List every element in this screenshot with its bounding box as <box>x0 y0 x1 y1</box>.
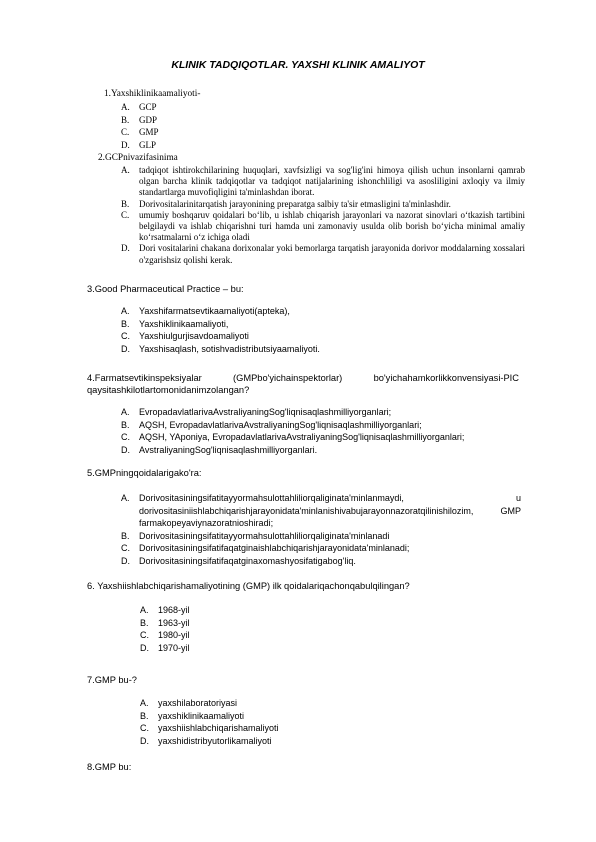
question-text: Yaxshiklinikaamaliyoti- <box>110 89 201 99</box>
question-text: Yaxshiishlabchiqarishamaliyotining (GMP) ilk qoidalariqachonqabulqilingan? <box>97 581 410 591</box>
question-number: 6. <box>87 581 95 591</box>
question-6-options <box>140 604 340 654</box>
option-d: D. 1970-yil <box>140 642 190 653</box>
question-5 <box>87 467 201 479</box>
question-number: 5. <box>87 468 95 478</box>
option-a: A. yaxshilaboratoriyasi <box>140 698 238 708</box>
option-c: C. GMP <box>121 127 159 138</box>
question-text: GMP bu-? <box>94 675 137 685</box>
question-1 <box>104 88 200 100</box>
option-a: A. Dorivositasiningsifatitayyormahsulottahliliorqaliginata'minlanmaydi, u dorivositasiniishlabchiqarishjarayonidata'minlanishivabujarayonnazoratqilinishilozim, GMP farmakopeyaviynazoratnioshiradi; <box>121 493 521 529</box>
option-b: B. Dorivositalarinitarqatish jarayonining preparatga salbiy ta'sir etmasligini ta'minlashdir. <box>121 198 451 209</box>
option-d: D. AvstraliyaningSog'liqnisaqlashmilliyorganlari. <box>121 444 318 455</box>
question-text: Good Pharmaceutical Practice – bu: <box>94 284 244 294</box>
question-number: 3. <box>87 284 95 294</box>
question-7 <box>87 674 137 686</box>
option-b: B. Dorivositasiningsifatitayyormahsulottahliliorqaliginata'minlanadi <box>121 530 390 541</box>
option-d: D. Yaxshisaqlash, sotishvadistributsiyaamaliyoti. <box>121 343 320 354</box>
question-text-part-1: Farmatsevtikinspeksiyalar <box>94 373 202 383</box>
question-4-options <box>121 406 525 456</box>
question-text-line-2: qaysitashkilotlartomonidanimzolangan? <box>87 385 250 395</box>
option-a: A. Yaxshifarmatsevtikaamaliyoti(apteka), <box>121 306 290 316</box>
option-c: C. umumiy boshqaruv qoidalari boʻlib, u ishlab chiqarish jarayonlari va nazorat sinovlari oʻtkazish tartibini belgilaydi va ishlab chiqarishni turi hamda uni zamonaviy usulda olib borish boʻyicha minimal amaliy koʻrsatmalarni oʻz ichiga oladi <box>121 209 525 243</box>
option-c: C. Dorivositasiningsifatifaqatginaishlabchiqarishjarayonidata'minlanadi; <box>121 543 410 554</box>
option-b: B. 1963-yil <box>140 617 190 628</box>
question-text: GMP bu: <box>94 762 132 772</box>
option-d: D. Dori vositalarini chakana dorixonalar yoki bemorlarga tarqatish jarayonida dorivor moddalarning xossalari o'zgarishsiz qolishi kerak. <box>121 243 525 265</box>
question-text: GMPningqoidalarigako'ra: <box>94 468 202 478</box>
question-text-part-2: (GMPbo'yichainspektorlar) <box>233 373 343 383</box>
question-1-options <box>121 101 501 151</box>
option-b: B. AQSH, EvropadavlatlarivaAvstraliyaningSog'liqnisaqlashmilliyorganlari; <box>121 419 422 430</box>
question-4 <box>87 372 519 396</box>
option-d: D. yaxshidistribyutorlikamaliyoti <box>140 735 272 746</box>
question-3 <box>87 283 244 295</box>
question-6 <box>87 580 410 592</box>
question-7-options <box>140 697 390 747</box>
option-a: A. tadqiqot ishtirokchilarining huquqlari, xavfsizligi va sog'lig'ini himoya qilish uchun insonlarni qamrab olgan barcha klinik tadqiqotlar va tadqiqot natijalarining ishonchliligi va asosliligini axloqiy va ilmiy standartlarga muvofiqligini ta'minlashdan iborat. <box>121 165 525 198</box>
option-c: C. yaxshiishlabchiqarishamaliyoti <box>140 723 279 734</box>
question-2 <box>98 152 178 164</box>
option-d: D. Dorivositasiningsifatifaqatginaxomashyosifatigabog'liq. <box>121 555 356 566</box>
question-text: GCPnivazifasinima <box>104 153 178 163</box>
option-c: C. 1980-yil <box>140 630 190 641</box>
option-c: C. AQSH, YAponiya, EvropadavlatlarivaAvstraliyaningSog'liqnisaqlashmilliyorganlari; <box>121 432 465 443</box>
question-number: 1. <box>104 89 111 99</box>
question-number: 2. <box>98 153 105 163</box>
option-c: C. Yaxshiulgurjisavdoamaliyoti <box>121 331 249 342</box>
question-number: 7. <box>87 675 95 685</box>
page-title: KLINIK TADQIQOTLAR. YAXSHI KLINIK AMALIYOT <box>171 59 425 71</box>
option-a: A. EvropadavlatlarivaAvstraliyaningSog'liqnisaqlashmilliyorganlari; <box>121 407 392 417</box>
question-number: 8. <box>87 762 95 772</box>
question-8 <box>87 761 131 773</box>
option-a: A. GCP <box>121 102 157 112</box>
option-b: B. GDP <box>121 114 158 125</box>
option-b: B. yaxshiklinikaamaliyoti <box>140 710 245 721</box>
question-5-options <box>121 492 521 568</box>
option-d: D. GLP <box>121 139 157 150</box>
question-2-options <box>121 165 525 266</box>
question-text-part-3: bo'yichahamkorlikkonvensiyasi-PIC <box>373 373 519 383</box>
question-number: 4. <box>87 373 95 383</box>
option-a: A. 1968-yil <box>140 605 190 615</box>
option-b: B. Yaxshiklinikaamaliyoti, <box>121 318 229 329</box>
question-3-options <box>121 305 521 355</box>
